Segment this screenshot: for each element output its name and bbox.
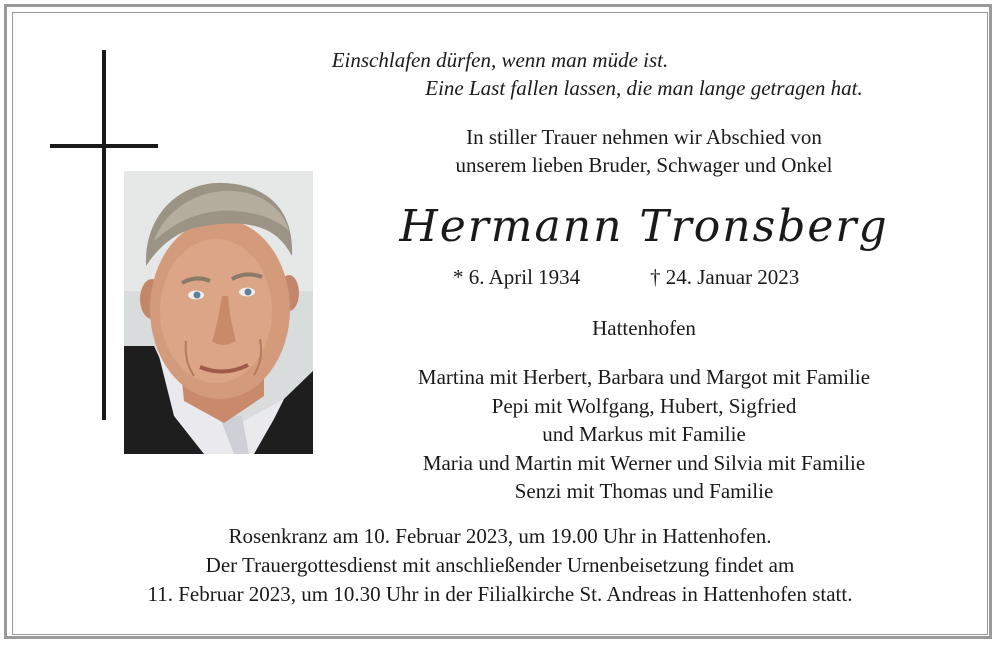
death-date: † 24. Januar 2023 [650, 265, 800, 289]
quote-line-1: Einschlafen dürfen, wenn man müde ist. [331, 48, 669, 72]
mourner-line: und Markus mit Familie [542, 422, 746, 446]
intro-line-1: In stiller Trauer nehmen wir Abschied von [466, 125, 822, 149]
mourner-line: Senzi mit Thomas und Familie [514, 479, 774, 503]
service-line: Der Trauergottesdienst mit anschließender Urnenbeisetzung findet am [205, 553, 795, 577]
mourner-line: Pepi mit Wolfgang, Hubert, Sigfried [491, 394, 797, 418]
intro-line-2: unserem lieben Bruder, Schwager und Onkel [455, 153, 833, 177]
deceased-name: Hermann Tronsberg [399, 201, 889, 252]
birth-date: * 6. April 1934 [453, 265, 581, 289]
service-line: 11. Februar 2023, um 10.30 Uhr in der Filialkirche St. Andreas in Hattenhofen statt. [147, 582, 853, 606]
mourner-line: Martina mit Herbert, Barbara und Margot mit Familie [417, 365, 871, 389]
quote-line-2: Eine Last fallen lassen, die man lange getragen hat. [425, 76, 863, 100]
mourner-line: Maria und Martin mit Werner und Silvia mit Familie [422, 451, 866, 475]
place: Hattenhofen [592, 316, 696, 340]
portrait-photo [124, 171, 313, 454]
service-line: Rosenkranz am 10. Februar 2023, um 19.00 Uhr in Hattenhofen. [228, 524, 772, 548]
